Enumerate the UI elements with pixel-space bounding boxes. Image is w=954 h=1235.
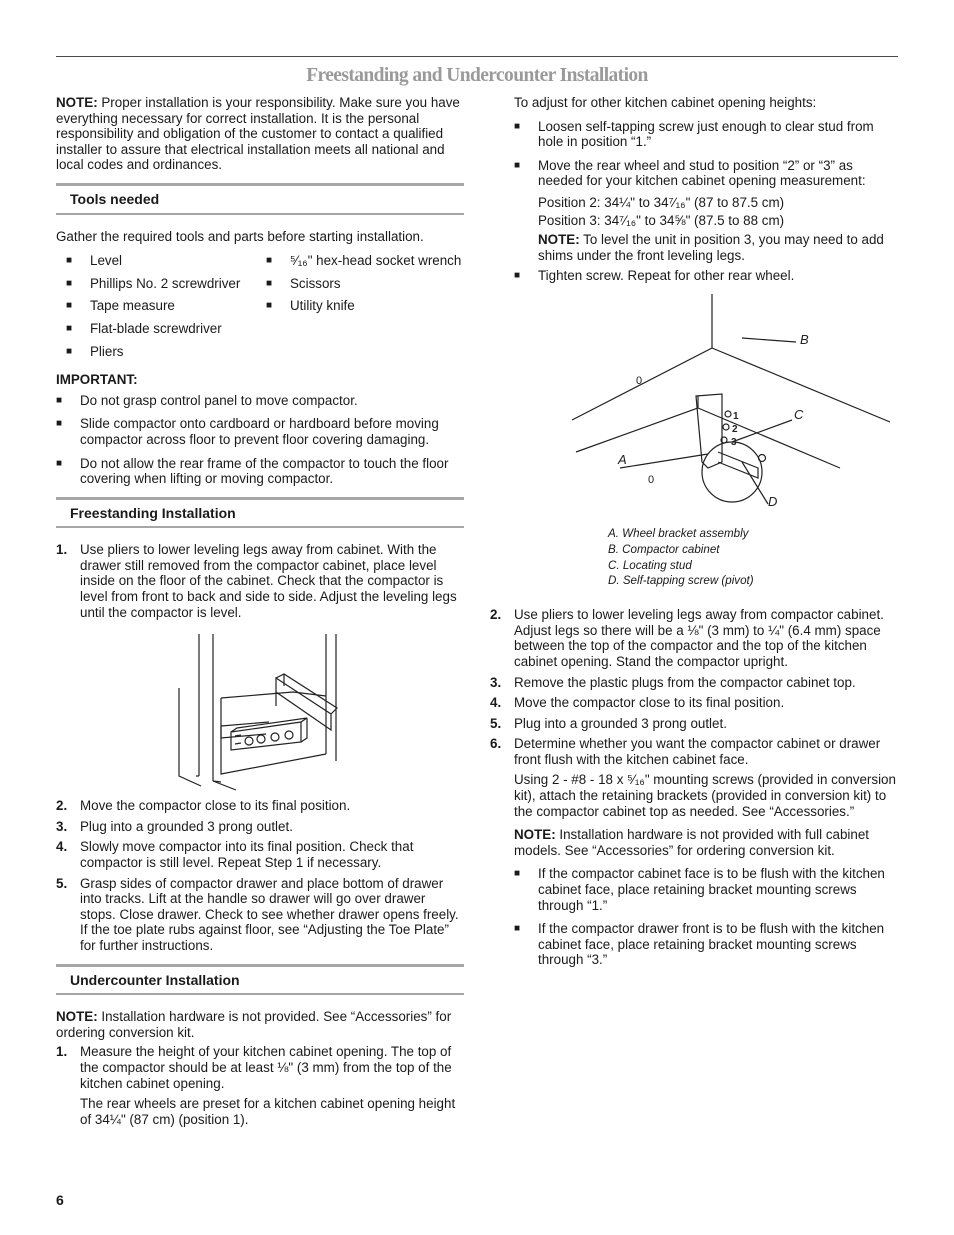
step-text: Use pliers to lower leveling legs away from compactor cabinet. Adjust legs so there will be a ⅛" (3 mm) to ¼" (6.4 mm) space between the top of the compactor and the top of the kitchen cabinet opening. Stand the compactor upright. xyxy=(514,607,884,669)
step-item xyxy=(490,675,898,691)
position-3-label: 3 xyxy=(731,436,737,448)
list-item: ■ Move the rear wheel and stud to position “2” or “3” as needed for your kitchen cabinet opening measurement: xyxy=(514,158,898,189)
caption-line: D. Self-tapping screw (pivot) xyxy=(608,574,754,588)
cabinet-illustration xyxy=(151,626,411,794)
step-item xyxy=(56,542,464,620)
adjust-intro: To adjust for other kitchen cabinet opening heights: xyxy=(514,95,817,110)
section-heading-tools: Tools needed xyxy=(56,183,464,215)
list-item: ■ Slide compactor onto cardboard or hardboard before moving compactor across floor to prevent floor covering damaging. xyxy=(56,416,464,447)
callout-c: C xyxy=(794,406,804,422)
callout-b: B xyxy=(800,331,809,347)
list-item: ■ If the compactor cabinet face is to be flush with the kitchen cabinet face, place retaining bracket mounting screws through “1.” xyxy=(514,866,898,913)
diagram-caption xyxy=(490,526,898,589)
list-item: ■ Do not allow the rear frame of the compactor to touch the floor covering when lifting or moving compactor. xyxy=(56,456,464,487)
top-rule xyxy=(56,56,898,57)
step-text: Use pliers to lower leveling legs away from cabinet. With the drawer still removed from the compactor cabinet, place level inside on the floor of the cabinet. Check that the compactor is level from front to back and side to side. Adjust the leveling legs until the compactor is level. xyxy=(80,542,457,620)
step-number: 2. xyxy=(490,607,502,623)
list-item: ■ Pliers xyxy=(66,344,266,360)
important-label: IMPORTANT: xyxy=(56,372,138,388)
step-number: 3. xyxy=(56,818,68,834)
note-text: Installation hardware is not provided with full cabinet models. See “Accessories” for ordering conversion kit. xyxy=(514,827,870,858)
step-number: 2. xyxy=(56,798,68,814)
hardware-note xyxy=(490,827,898,858)
note-text: Installation hardware is not provided. See “Accessories” for ordering conversion kit. xyxy=(56,1009,452,1040)
caption-line: B. Compactor cabinet xyxy=(608,542,720,556)
section-heading-undercounter: Undercounter Installation xyxy=(56,964,464,996)
step-text: Grasp sides of compactor drawer and place bottom of drawer into tracks. Lift at the handle so drawer will go over drawer stops. Close drawer. Check to see whether drawer opens freely. If the toe plate rubs against floor, see “Adjusting the Toe Plate” for further instructions. xyxy=(80,875,459,953)
level-note xyxy=(538,232,898,263)
left-column xyxy=(56,95,464,1131)
position-3-text: Position 3: 34⁷⁄₁₆" to 34⅝" (87.5 to 88 cm) xyxy=(538,212,785,228)
step-number: 6. xyxy=(490,736,502,752)
note-label: NOTE: xyxy=(56,1009,98,1025)
step-item xyxy=(490,695,898,711)
step-text: Determine whether you want the compactor cabinet or drawer front flush with the kitchen cabinet face. xyxy=(514,736,881,767)
step-number: 4. xyxy=(490,695,502,711)
callout-a: A xyxy=(618,451,627,467)
tools-column-2 xyxy=(266,253,464,366)
position-2-label: 2 xyxy=(732,423,738,435)
step-number: 3. xyxy=(490,674,502,690)
list-item: ■ Level xyxy=(66,253,266,269)
step-text: Slowly move compactor into its final position. Check that compactor is still level. Repeat Step 1 if necessary. xyxy=(80,839,414,871)
step-number: 5. xyxy=(56,875,68,891)
step-item xyxy=(490,716,898,732)
list-item: ■ Tape measure xyxy=(66,298,266,314)
page-title: Freestanding and Undercounter Installation xyxy=(306,65,648,86)
page-number: 6 xyxy=(56,1192,64,1208)
step-item xyxy=(56,839,464,870)
list-item: ■ ⁵⁄₁₆" hex-head socket wrench xyxy=(266,253,464,269)
note-text: To level the unit in position 3, you may need to add shims under the front leveling legs. xyxy=(538,232,884,263)
step-number: 1. xyxy=(56,542,68,558)
step-number: 5. xyxy=(490,715,502,731)
list-item: ■ Do not grasp control panel to move compactor. xyxy=(56,393,464,409)
step-item xyxy=(56,819,464,835)
step-text: Plug into a grounded 3 prong outlet. xyxy=(80,818,293,834)
step-item xyxy=(490,607,898,669)
mounting-text: Using 2 - #8 - 18 x ⁵⁄₁₆" mounting screws (provided in conversion kit), attach the retaining brackets (provided in conversion kit) to the compactor cabinet top as needed. See “Accessories.” xyxy=(514,772,896,819)
list-item: ■ Phillips No. 2 screwdriver xyxy=(66,276,266,292)
list-item: ■ Utility knife xyxy=(266,298,464,314)
tools-intro: Gather the required tools and parts before starting installation. xyxy=(56,228,424,244)
step-number: 4. xyxy=(56,839,68,855)
tools-list xyxy=(56,253,464,366)
step-item xyxy=(56,1044,464,1091)
step-item xyxy=(56,798,464,814)
step-number: 1. xyxy=(56,1044,68,1060)
list-item: ■ Flat-blade screwdriver xyxy=(66,321,266,337)
step-text: Plug into a grounded 3 prong outlet. xyxy=(514,715,727,731)
wheel-bracket-diagram xyxy=(490,292,898,522)
list-item: ■ If the compactor drawer front is to be flush with the kitchen cabinet face, place retaining bracket mounting screws through “3.” xyxy=(514,921,898,968)
list-item: ■ Loosen self-tapping screw just enough to clear stud from hole in position “1.” xyxy=(514,119,898,150)
intro-note xyxy=(56,95,464,173)
step-text: Measure the height of your kitchen cabinet opening. The top of the compactor should be at least ⅛" (3 mm) from the top of the kitchen cabinet opening. xyxy=(80,1044,452,1091)
right-column xyxy=(490,95,898,976)
callout-d: D xyxy=(768,493,778,509)
step-item xyxy=(56,876,464,954)
step-text: Move the compactor close to its final position. xyxy=(514,695,785,711)
position-2-text: Position 2: 34¼" to 34⁷⁄₁₆" (87 to 87.5 cm) xyxy=(538,194,785,210)
note-label: NOTE: xyxy=(514,827,556,843)
step-subtext: The rear wheels are preset for a kitchen cabinet opening height of 34¼" (87 cm) (position 1). xyxy=(80,1096,456,1127)
note-text: Proper installation is your responsibility. Make sure you have everything necessary for correct installation. It is the personal responsibility and obligation of the customer to contact a qualified installer to assure that electrical installation meets all national and local codes and ordinances. xyxy=(56,95,460,173)
marking-zero-upper: 0 xyxy=(636,374,643,387)
note-label: NOTE: xyxy=(538,232,580,248)
note-label: NOTE: xyxy=(56,95,98,110)
step-text: Remove the plastic plugs from the compactor cabinet top. xyxy=(514,674,856,690)
undercounter-note xyxy=(56,1009,464,1040)
step-text: Move the compactor close to its final position. xyxy=(80,798,351,814)
list-item: ■ Tighten screw. Repeat for other rear wheel. xyxy=(514,268,898,284)
position-1-label: 1 xyxy=(733,410,739,422)
tools-column-1 xyxy=(56,253,266,366)
caption-line: A. Wheel bracket assembly xyxy=(608,526,749,540)
caption-line: C. Locating stud xyxy=(608,558,692,572)
marking-zero-lower: 0 xyxy=(648,473,655,486)
section-heading-freestanding: Freestanding Installation xyxy=(56,497,464,529)
list-item: ■ Scissors xyxy=(266,276,464,292)
step-item xyxy=(490,736,898,767)
